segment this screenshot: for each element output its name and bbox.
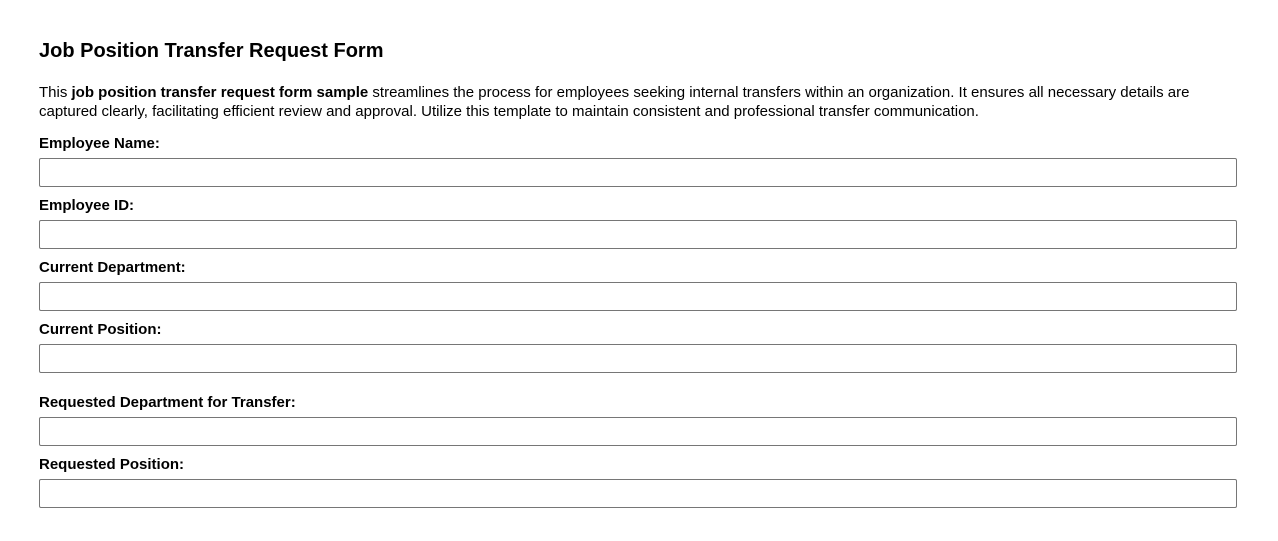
current-position-input[interactable] (39, 344, 1237, 373)
requested-department-input[interactable] (39, 417, 1237, 446)
field-employee-id (39, 197, 1237, 249)
intro-paragraph (39, 83, 1237, 121)
employee-id-label: Employee ID: (39, 197, 135, 214)
transfer-request-form (39, 135, 1237, 508)
intro-prefix: This (39, 84, 72, 101)
current-department-label: Current Department: (39, 259, 186, 276)
page-container (0, 40, 1278, 508)
intro-rest: streamlines the process for employees seeking internal transfers within an organization. It ensures all necessary details are captured clearly, facilitating efficient review and approval. Utilize this template to maintain consistent and professional transfer communication. (39, 84, 1190, 120)
requested-position-label: Requested Position: (39, 456, 185, 473)
field-requested-position (39, 456, 1237, 508)
requested-position-input[interactable] (39, 479, 1237, 508)
current-position-label: Current Position: (39, 321, 162, 338)
field-current-department (39, 259, 1237, 311)
requested-department-label: Requested Department for Transfer: (39, 394, 296, 411)
field-requested-department (39, 394, 1237, 446)
field-employee-name (39, 135, 1237, 187)
current-department-input[interactable] (39, 282, 1237, 311)
page-title: Job Position Transfer Request Form (39, 40, 384, 62)
employee-name-label: Employee Name: (39, 135, 160, 152)
intro-bold-phrase: job position transfer request form sample (71, 84, 369, 101)
employee-name-input[interactable] (39, 158, 1237, 187)
employee-id-input[interactable] (39, 220, 1237, 249)
field-current-position (39, 321, 1237, 373)
